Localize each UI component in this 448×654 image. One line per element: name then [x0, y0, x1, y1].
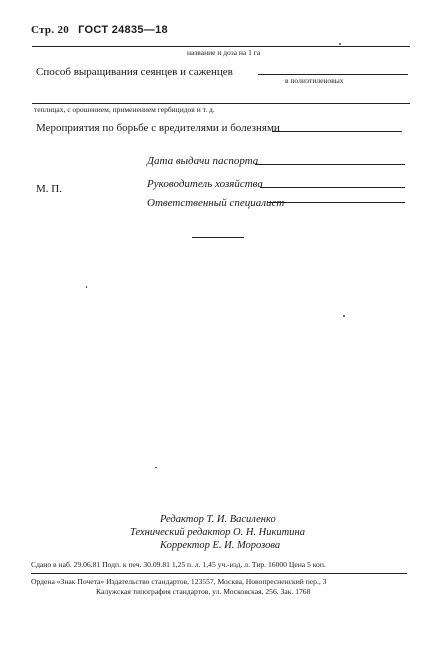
section-end-rule — [192, 237, 244, 238]
farm-head-field-line — [260, 187, 405, 188]
footer-divider — [31, 573, 407, 574]
printer-line: Калужская типография стандартов, ул. Московская, 256. Зак. 1768 — [96, 587, 311, 596]
name-dose-field-line — [32, 46, 410, 47]
scan-speck — [339, 43, 341, 45]
editor-credit: Редактор Т. И. Василенко — [160, 514, 276, 525]
publisher-line: Ордена «Знак Почета» Издательство стандартов, 123557, Москва, Новопресненский пер., 3 — [31, 577, 327, 586]
pest-measures-field-line — [272, 131, 402, 132]
pest-measures-label: Мероприятия по борьбе с вредителями и болезнями — [36, 122, 280, 134]
standard-code: ГОСТ 24835—18 — [78, 24, 168, 36]
issue-date-label: Дата выдачи паспорта — [147, 155, 259, 167]
scan-speck — [155, 467, 157, 468]
proofreader-credit: Корректор Е. И. Морозова — [160, 540, 281, 551]
page-header — [31, 24, 168, 36]
seal-mark: М. П. — [36, 183, 62, 195]
seedling-method-field-line — [258, 74, 408, 75]
seedling-method-label: Способ выращивания сеянцев и саженцев — [36, 66, 233, 78]
issue-date-field-line — [255, 164, 405, 165]
greenhouse-note: теплицах, с орошением, применением гербицидов и т. д. — [34, 105, 215, 114]
scan-speck — [343, 315, 345, 317]
farm-head-label: Руководитель хозяйства — [147, 178, 263, 190]
responsible-label: Ответственный специалист — [147, 197, 285, 209]
responsible-field-line — [268, 202, 405, 203]
film-note: в полиэтиленовых — [285, 76, 344, 85]
scan-speck — [86, 286, 87, 288]
name-dose-note: название и доза на 1 га — [187, 48, 261, 57]
tech-editor-credit: Технический редактор О. Н. Никитина — [130, 527, 305, 538]
page-number: Стр. 20 — [31, 24, 70, 36]
greenhouse-field-line — [32, 103, 410, 104]
print-info-line: Сдано в наб. 29.06.81 Подп. к печ. 30.09.81 1,25 п. л. 1,45 уч.-изд. л. Тир. 16000 Цена 5 коп. — [31, 560, 326, 569]
